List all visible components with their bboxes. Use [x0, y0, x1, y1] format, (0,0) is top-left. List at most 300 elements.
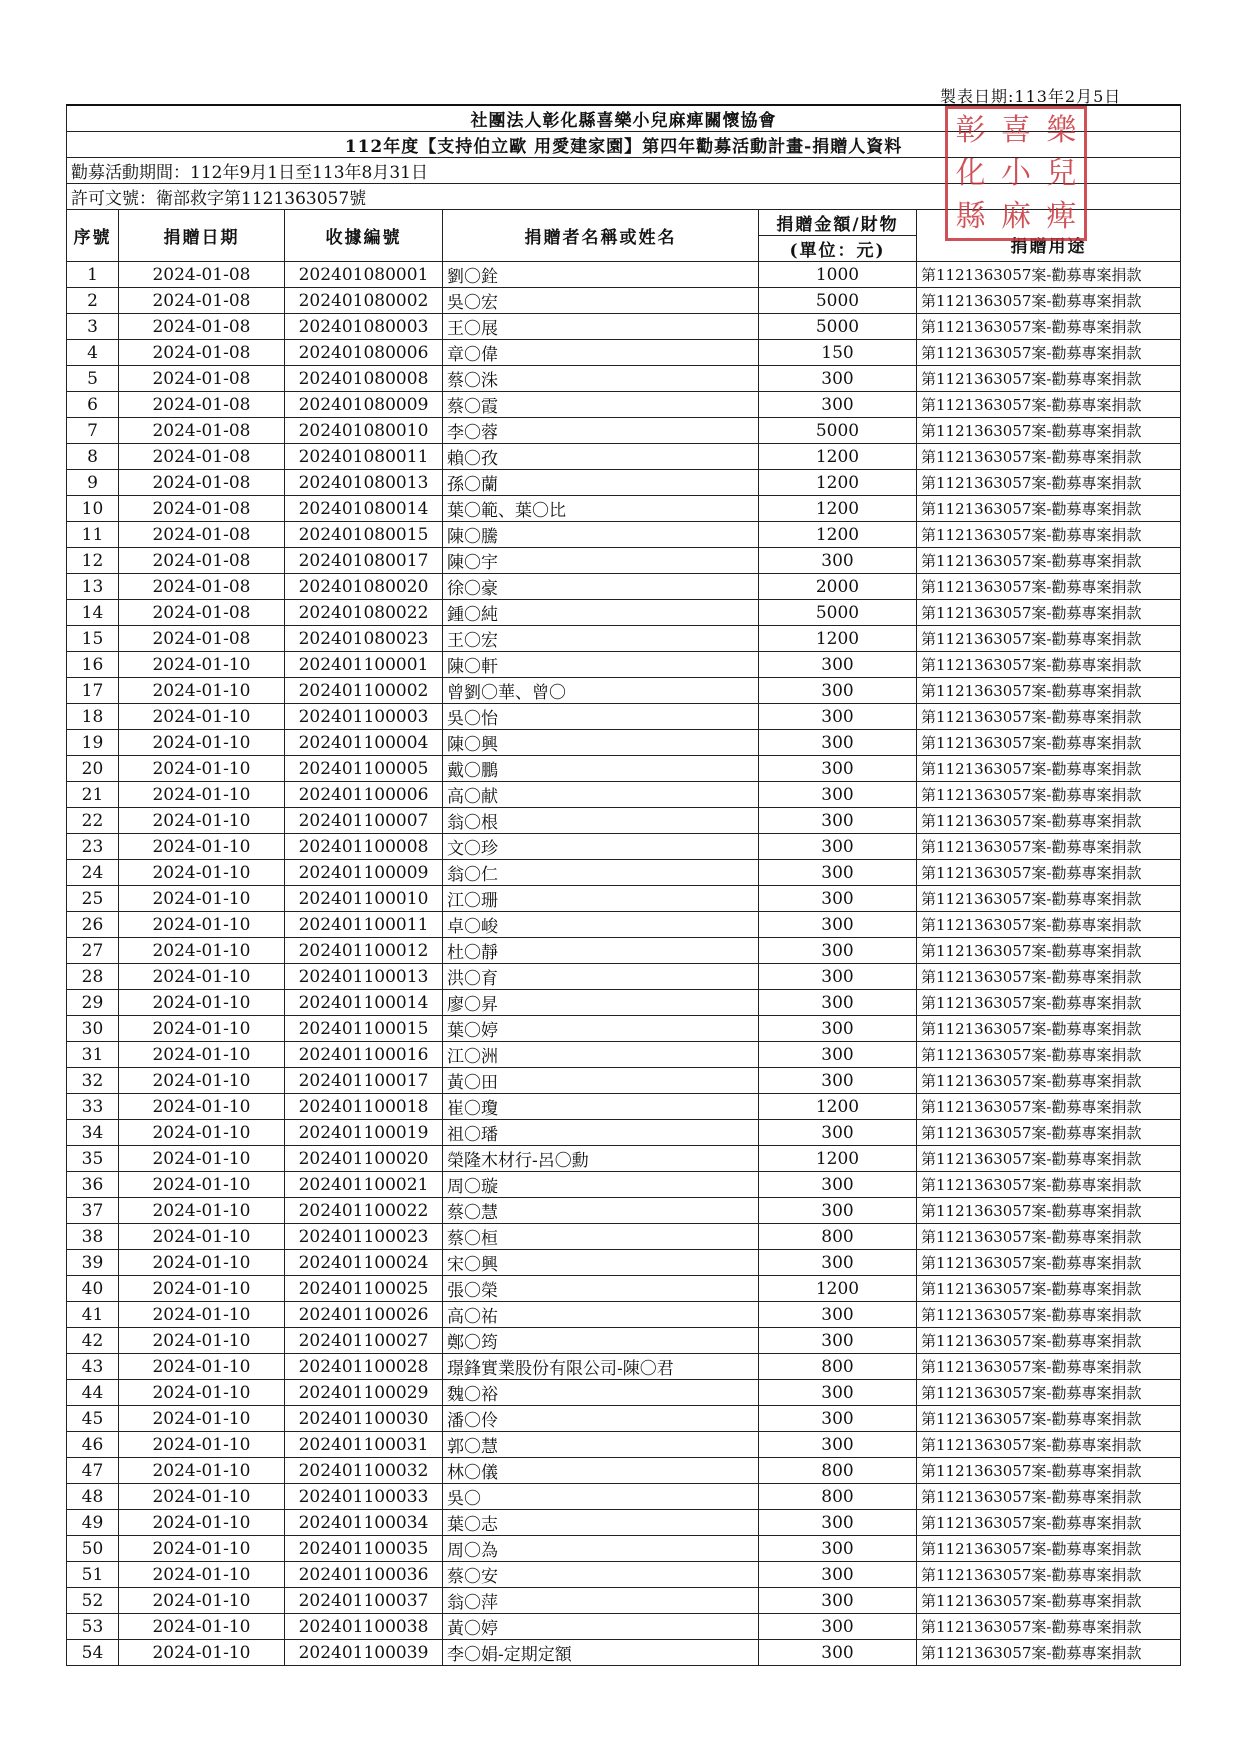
cell-use: 第1121363057案-勸募專案捐款	[917, 1120, 1181, 1146]
cell-date: 2024-01-08	[119, 262, 285, 288]
table-row	[67, 1432, 1181, 1458]
cell-seq: 34	[67, 1120, 119, 1146]
table-row	[67, 1406, 1181, 1432]
cell-use: 第1121363057案-勸募專案捐款	[917, 340, 1181, 366]
cell-date: 2024-01-10	[119, 678, 285, 704]
cell-amount: 300	[759, 808, 917, 834]
cell-receipt: 202401100019	[285, 1120, 443, 1146]
cell-date: 2024-01-10	[119, 1380, 285, 1406]
cell-use: 第1121363057案-勸募專案捐款	[917, 652, 1181, 678]
cell-name: 魏〇裕	[443, 1380, 759, 1406]
cell-name: 黃〇婷	[443, 1614, 759, 1640]
cell-receipt: 202401100025	[285, 1276, 443, 1302]
cell-date: 2024-01-08	[119, 522, 285, 548]
cell-use: 第1121363057案-勸募專案捐款	[917, 1354, 1181, 1380]
cell-use: 第1121363057案-勸募專案捐款	[917, 1614, 1181, 1640]
table-row	[67, 1016, 1181, 1042]
cell-receipt: 202401100012	[285, 938, 443, 964]
cell-use: 第1121363057案-勸募專案捐款	[917, 1094, 1181, 1120]
cell-use: 第1121363057案-勸募專案捐款	[917, 1068, 1181, 1094]
cell-name: 潘〇伶	[443, 1406, 759, 1432]
cell-amount: 5000	[759, 314, 917, 340]
cell-date: 2024-01-10	[119, 756, 285, 782]
cell-date: 2024-01-08	[119, 496, 285, 522]
cell-receipt: 202401080014	[285, 496, 443, 522]
cell-date: 2024-01-10	[119, 1588, 285, 1614]
cell-name: 鄭〇筠	[443, 1328, 759, 1354]
cell-date: 2024-01-10	[119, 808, 285, 834]
table-row	[67, 1328, 1181, 1354]
cell-receipt: 202401100004	[285, 730, 443, 756]
cell-name: 洪〇育	[443, 964, 759, 990]
table-row	[67, 1224, 1181, 1250]
cell-name: 戴〇鵬	[443, 756, 759, 782]
cell-seq: 31	[67, 1042, 119, 1068]
cell-name: 陳〇宇	[443, 548, 759, 574]
cell-amount: 300	[759, 782, 917, 808]
table-row	[67, 1614, 1181, 1640]
cell-date: 2024-01-08	[119, 626, 285, 652]
cell-date: 2024-01-10	[119, 912, 285, 938]
cell-name: 王〇宏	[443, 626, 759, 652]
cell-use: 第1121363057案-勸募專案捐款	[917, 704, 1181, 730]
cell-use: 第1121363057案-勸募專案捐款	[917, 1146, 1181, 1172]
cell-receipt: 202401100020	[285, 1146, 443, 1172]
cell-amount: 800	[759, 1224, 917, 1250]
seal-glyph: 樂	[1046, 112, 1077, 148]
cell-date: 2024-01-08	[119, 548, 285, 574]
cell-use: 第1121363057案-勸募專案捐款	[917, 470, 1181, 496]
organization-seal	[945, 106, 1087, 241]
cell-name: 周〇璇	[443, 1172, 759, 1198]
cell-amount: 1000	[759, 262, 917, 288]
cell-date: 2024-01-08	[119, 366, 285, 392]
cell-receipt: 202401100013	[285, 964, 443, 990]
table-row	[67, 288, 1181, 314]
cell-receipt: 202401100032	[285, 1458, 443, 1484]
cell-use: 第1121363057案-勸募專案捐款	[917, 1510, 1181, 1536]
cell-receipt: 202401100015	[285, 1016, 443, 1042]
cell-use: 第1121363057案-勸募專案捐款	[917, 1328, 1181, 1354]
seal-glyph: 喜	[1000, 112, 1031, 148]
cell-seq: 50	[67, 1536, 119, 1562]
cell-amount: 300	[759, 1016, 917, 1042]
cell-name: 祖〇璠	[443, 1120, 759, 1146]
seal-glyph: 化	[955, 155, 986, 191]
cell-use: 第1121363057案-勸募專案捐款	[917, 678, 1181, 704]
cell-name: 吳〇怡	[443, 704, 759, 730]
cell-seq: 22	[67, 808, 119, 834]
cell-seq: 26	[67, 912, 119, 938]
cell-use: 第1121363057案-勸募專案捐款	[917, 1536, 1181, 1562]
cell-receipt: 202401100022	[285, 1198, 443, 1224]
cell-name: 璟鋒實業股份有限公司-陳〇君	[443, 1354, 759, 1380]
cell-name: 葉〇志	[443, 1510, 759, 1536]
cell-use: 第1121363057案-勸募專案捐款	[917, 938, 1181, 964]
cell-receipt: 202401100016	[285, 1042, 443, 1068]
cell-name: 葉〇範、葉〇比	[443, 496, 759, 522]
cell-amount: 800	[759, 1354, 917, 1380]
cell-seq: 18	[67, 704, 119, 730]
cell-seq: 12	[67, 548, 119, 574]
cell-seq: 44	[67, 1380, 119, 1406]
cell-receipt: 202401080010	[285, 418, 443, 444]
cell-seq: 4	[67, 340, 119, 366]
cell-use: 第1121363057案-勸募專案捐款	[917, 756, 1181, 782]
cell-amount: 5000	[759, 600, 917, 626]
cell-receipt: 202401100006	[285, 782, 443, 808]
table-row	[67, 1094, 1181, 1120]
cell-amount: 1200	[759, 470, 917, 496]
cell-receipt: 202401080006	[285, 340, 443, 366]
cell-amount: 300	[759, 1536, 917, 1562]
cell-receipt: 202401080003	[285, 314, 443, 340]
cell-seq: 2	[67, 288, 119, 314]
cell-name: 蔡〇桓	[443, 1224, 759, 1250]
cell-receipt: 202401100008	[285, 834, 443, 860]
cell-name: 孫〇蘭	[443, 470, 759, 496]
cell-receipt: 202401100009	[285, 860, 443, 886]
cell-seq: 6	[67, 392, 119, 418]
col-header-amount: 捐贈金額/財物	[759, 210, 917, 236]
cell-name: 周〇為	[443, 1536, 759, 1562]
cell-date: 2024-01-10	[119, 1198, 285, 1224]
cell-amount: 300	[759, 964, 917, 990]
cell-use: 第1121363057案-勸募專案捐款	[917, 834, 1181, 860]
cell-use: 第1121363057案-勸募專案捐款	[917, 730, 1181, 756]
cell-date: 2024-01-10	[119, 1562, 285, 1588]
cell-use: 第1121363057案-勸募專案捐款	[917, 860, 1181, 886]
cell-name: 崔〇瓊	[443, 1094, 759, 1120]
cell-name: 翁〇根	[443, 808, 759, 834]
cell-amount: 300	[759, 366, 917, 392]
cell-amount: 300	[759, 1432, 917, 1458]
cell-seq: 38	[67, 1224, 119, 1250]
cell-use: 第1121363057案-勸募專案捐款	[917, 1276, 1181, 1302]
cell-use: 第1121363057案-勸募專案捐款	[917, 1172, 1181, 1198]
cell-use: 第1121363057案-勸募專案捐款	[917, 1406, 1181, 1432]
cell-amount: 2000	[759, 574, 917, 600]
cell-amount: 300	[759, 652, 917, 678]
cell-receipt: 202401100031	[285, 1432, 443, 1458]
cell-seq: 40	[67, 1276, 119, 1302]
cell-receipt: 202401100037	[285, 1588, 443, 1614]
table-row	[67, 1068, 1181, 1094]
cell-amount: 300	[759, 1172, 917, 1198]
cell-name: 李〇蓉	[443, 418, 759, 444]
table-row	[67, 1484, 1181, 1510]
cell-use: 第1121363057案-勸募專案捐款	[917, 782, 1181, 808]
cell-use: 第1121363057案-勸募專案捐款	[917, 1484, 1181, 1510]
cell-date: 2024-01-08	[119, 340, 285, 366]
cell-seq: 10	[67, 496, 119, 522]
cell-receipt: 202401100034	[285, 1510, 443, 1536]
table-row	[67, 1276, 1181, 1302]
cell-seq: 43	[67, 1354, 119, 1380]
cell-use: 第1121363057案-勸募專案捐款	[917, 808, 1181, 834]
cell-seq: 9	[67, 470, 119, 496]
col-header-date: 捐贈日期	[119, 210, 285, 262]
cell-date: 2024-01-10	[119, 1328, 285, 1354]
table-row	[67, 704, 1181, 730]
cell-date: 2024-01-10	[119, 782, 285, 808]
cell-use: 第1121363057案-勸募專案捐款	[917, 990, 1181, 1016]
donor-table	[66, 104, 1181, 1666]
cell-seq: 29	[67, 990, 119, 1016]
table-row	[67, 678, 1181, 704]
cell-receipt: 202401100005	[285, 756, 443, 782]
cell-amount: 300	[759, 1380, 917, 1406]
cell-name: 葉〇婷	[443, 1016, 759, 1042]
cell-amount: 300	[759, 912, 917, 938]
cell-receipt: 202401100028	[285, 1354, 443, 1380]
cell-amount: 1200	[759, 444, 917, 470]
cell-date: 2024-01-10	[119, 1094, 285, 1120]
cell-amount: 300	[759, 678, 917, 704]
table-row	[67, 340, 1181, 366]
cell-receipt: 202401100002	[285, 678, 443, 704]
cell-amount: 300	[759, 1614, 917, 1640]
cell-seq: 24	[67, 860, 119, 886]
cell-use: 第1121363057案-勸募專案捐款	[917, 1224, 1181, 1250]
cell-date: 2024-01-10	[119, 964, 285, 990]
cell-use: 第1121363057案-勸募專案捐款	[917, 1042, 1181, 1068]
table-row	[67, 366, 1181, 392]
cell-use: 第1121363057案-勸募專案捐款	[917, 366, 1181, 392]
cell-seq: 51	[67, 1562, 119, 1588]
cell-amount: 300	[759, 1042, 917, 1068]
cell-seq: 30	[67, 1016, 119, 1042]
cell-seq: 49	[67, 1510, 119, 1536]
table-row	[67, 652, 1181, 678]
cell-name: 徐〇豪	[443, 574, 759, 600]
cell-use: 第1121363057案-勸募專案捐款	[917, 496, 1181, 522]
cell-use: 第1121363057案-勸募專案捐款	[917, 1588, 1181, 1614]
cell-name: 陳〇軒	[443, 652, 759, 678]
cell-amount: 5000	[759, 418, 917, 444]
cell-seq: 52	[67, 1588, 119, 1614]
cell-date: 2024-01-10	[119, 886, 285, 912]
table-row	[67, 1146, 1181, 1172]
cell-date: 2024-01-10	[119, 834, 285, 860]
cell-seq: 20	[67, 756, 119, 782]
cell-receipt: 202401100014	[285, 990, 443, 1016]
cell-date: 2024-01-10	[119, 704, 285, 730]
cell-use: 第1121363057案-勸募專案捐款	[917, 600, 1181, 626]
cell-name: 蔡〇霞	[443, 392, 759, 418]
cell-amount: 300	[759, 392, 917, 418]
cell-name: 蔡〇安	[443, 1562, 759, 1588]
cell-seq: 15	[67, 626, 119, 652]
cell-seq: 32	[67, 1068, 119, 1094]
cell-use: 第1121363057案-勸募專案捐款	[917, 1458, 1181, 1484]
cell-name: 黃〇田	[443, 1068, 759, 1094]
cell-receipt: 202401100018	[285, 1094, 443, 1120]
cell-amount: 300	[759, 1198, 917, 1224]
cell-date: 2024-01-10	[119, 1302, 285, 1328]
cell-use: 第1121363057案-勸募專案捐款	[917, 886, 1181, 912]
cell-name: 陳〇騰	[443, 522, 759, 548]
cell-date: 2024-01-08	[119, 470, 285, 496]
cell-amount: 300	[759, 1120, 917, 1146]
cell-seq: 1	[67, 262, 119, 288]
col-header-amount-unit: (單位：元)	[759, 236, 917, 262]
table-row	[67, 418, 1181, 444]
table-row	[67, 1510, 1181, 1536]
table-row	[67, 548, 1181, 574]
cell-receipt: 202401100033	[285, 1484, 443, 1510]
cell-seq: 45	[67, 1406, 119, 1432]
table-row	[67, 1042, 1181, 1068]
cell-use: 第1121363057案-勸募專案捐款	[917, 1302, 1181, 1328]
cell-receipt: 202401080020	[285, 574, 443, 600]
cell-date: 2024-01-10	[119, 1172, 285, 1198]
cell-use: 第1121363057案-勸募專案捐款	[917, 1250, 1181, 1276]
cell-seq: 39	[67, 1250, 119, 1276]
cell-receipt: 202401100007	[285, 808, 443, 834]
table-row	[67, 938, 1181, 964]
cell-use: 第1121363057案-勸募專案捐款	[917, 444, 1181, 470]
cell-amount: 300	[759, 548, 917, 574]
table-row	[67, 912, 1181, 938]
cell-seq: 42	[67, 1328, 119, 1354]
cell-receipt: 202401100001	[285, 652, 443, 678]
cell-amount: 300	[759, 886, 917, 912]
cell-seq: 19	[67, 730, 119, 756]
cell-receipt: 202401100039	[285, 1640, 443, 1666]
cell-date: 2024-01-10	[119, 938, 285, 964]
table-row	[67, 730, 1181, 756]
cell-seq: 14	[67, 600, 119, 626]
cell-seq: 28	[67, 964, 119, 990]
table-row	[67, 522, 1181, 548]
cell-receipt: 202401080011	[285, 444, 443, 470]
cell-amount: 800	[759, 1458, 917, 1484]
cell-name: 賴〇孜	[443, 444, 759, 470]
cell-date: 2024-01-10	[119, 652, 285, 678]
cell-use: 第1121363057案-勸募專案捐款	[917, 1432, 1181, 1458]
cell-use: 第1121363057案-勸募專案捐款	[917, 574, 1181, 600]
cell-receipt: 202401100035	[285, 1536, 443, 1562]
cell-amount: 1200	[759, 522, 917, 548]
table-row	[67, 808, 1181, 834]
table-row	[67, 756, 1181, 782]
col-header-use: 捐贈用途	[917, 210, 1181, 262]
cell-receipt: 202401080013	[285, 470, 443, 496]
cell-receipt: 202401100038	[285, 1614, 443, 1640]
cell-name: 翁〇仁	[443, 860, 759, 886]
table-row	[67, 1120, 1181, 1146]
cell-use: 第1121363057案-勸募專案捐款	[917, 548, 1181, 574]
cell-amount: 1200	[759, 1146, 917, 1172]
seal-glyph: 彰	[955, 112, 986, 148]
cell-date: 2024-01-10	[119, 1354, 285, 1380]
cell-date: 2024-01-10	[119, 1484, 285, 1510]
cell-amount: 800	[759, 1484, 917, 1510]
cell-seq: 46	[67, 1432, 119, 1458]
cell-amount: 300	[759, 1068, 917, 1094]
cell-name: 吳〇宏	[443, 288, 759, 314]
cell-amount: 300	[759, 1406, 917, 1432]
cell-date: 2024-01-10	[119, 1536, 285, 1562]
cell-name: 杜〇靜	[443, 938, 759, 964]
cell-amount: 300	[759, 860, 917, 886]
cell-amount: 300	[759, 730, 917, 756]
cell-use: 第1121363057案-勸募專案捐款	[917, 314, 1181, 340]
cell-receipt: 202401100030	[285, 1406, 443, 1432]
cell-seq: 48	[67, 1484, 119, 1510]
table-row	[67, 886, 1181, 912]
cell-receipt: 202401080023	[285, 626, 443, 652]
col-header-receipt: 收據編號	[285, 210, 443, 262]
cell-name: 林〇儀	[443, 1458, 759, 1484]
seal-glyph: 小	[1000, 155, 1031, 191]
cell-seq: 16	[67, 652, 119, 678]
cell-amount: 300	[759, 990, 917, 1016]
cell-seq: 17	[67, 678, 119, 704]
table-row	[67, 444, 1181, 470]
cell-amount: 5000	[759, 288, 917, 314]
col-header-seq: 序號	[67, 210, 119, 262]
col-header-name: 捐贈者名稱或姓名	[443, 210, 759, 262]
cell-name: 郭〇慧	[443, 1432, 759, 1458]
cell-receipt: 202401100036	[285, 1562, 443, 1588]
cell-receipt: 202401080009	[285, 392, 443, 418]
cell-receipt: 202401080015	[285, 522, 443, 548]
cell-amount: 300	[759, 1250, 917, 1276]
cell-seq: 8	[67, 444, 119, 470]
cell-date: 2024-01-08	[119, 418, 285, 444]
cell-amount: 300	[759, 756, 917, 782]
cell-name: 蔡〇洙	[443, 366, 759, 392]
cell-use: 第1121363057案-勸募專案捐款	[917, 522, 1181, 548]
table-row	[67, 782, 1181, 808]
cell-name: 章〇偉	[443, 340, 759, 366]
cell-seq: 21	[67, 782, 119, 808]
table-row	[67, 496, 1181, 522]
cell-amount: 1200	[759, 496, 917, 522]
table-row	[67, 1354, 1181, 1380]
cell-name: 卓〇峻	[443, 912, 759, 938]
permit-number: 許可文號：衛部救字第1121363057號	[67, 184, 1181, 210]
cell-receipt: 202401100026	[285, 1302, 443, 1328]
cell-name: 鍾〇純	[443, 600, 759, 626]
print-date: 製表日期:113年2月5日	[940, 87, 1122, 106]
cell-use: 第1121363057案-勸募專案捐款	[917, 626, 1181, 652]
cell-seq: 47	[67, 1458, 119, 1484]
cell-date: 2024-01-10	[119, 1432, 285, 1458]
cell-amount: 1200	[759, 1276, 917, 1302]
cell-receipt: 202401080017	[285, 548, 443, 574]
cell-name: 高〇献	[443, 782, 759, 808]
cell-name: 張〇榮	[443, 1276, 759, 1302]
table-row	[67, 964, 1181, 990]
cell-date: 2024-01-10	[119, 730, 285, 756]
cell-use: 第1121363057案-勸募專案捐款	[917, 1380, 1181, 1406]
cell-use: 第1121363057案-勸募專案捐款	[917, 1016, 1181, 1042]
cell-name: 曾劉〇華、曾〇	[443, 678, 759, 704]
campaign-period: 勸募活動期間：112年9月1日至113年8月31日	[67, 158, 1181, 184]
cell-amount: 300	[759, 834, 917, 860]
cell-date: 2024-01-08	[119, 288, 285, 314]
cell-receipt: 202401080001	[285, 262, 443, 288]
cell-receipt: 202401100010	[285, 886, 443, 912]
cell-seq: 7	[67, 418, 119, 444]
table-row	[67, 1172, 1181, 1198]
cell-amount: 300	[759, 1328, 917, 1354]
table-row	[67, 262, 1181, 288]
seal-glyph: 兒	[1046, 155, 1077, 191]
